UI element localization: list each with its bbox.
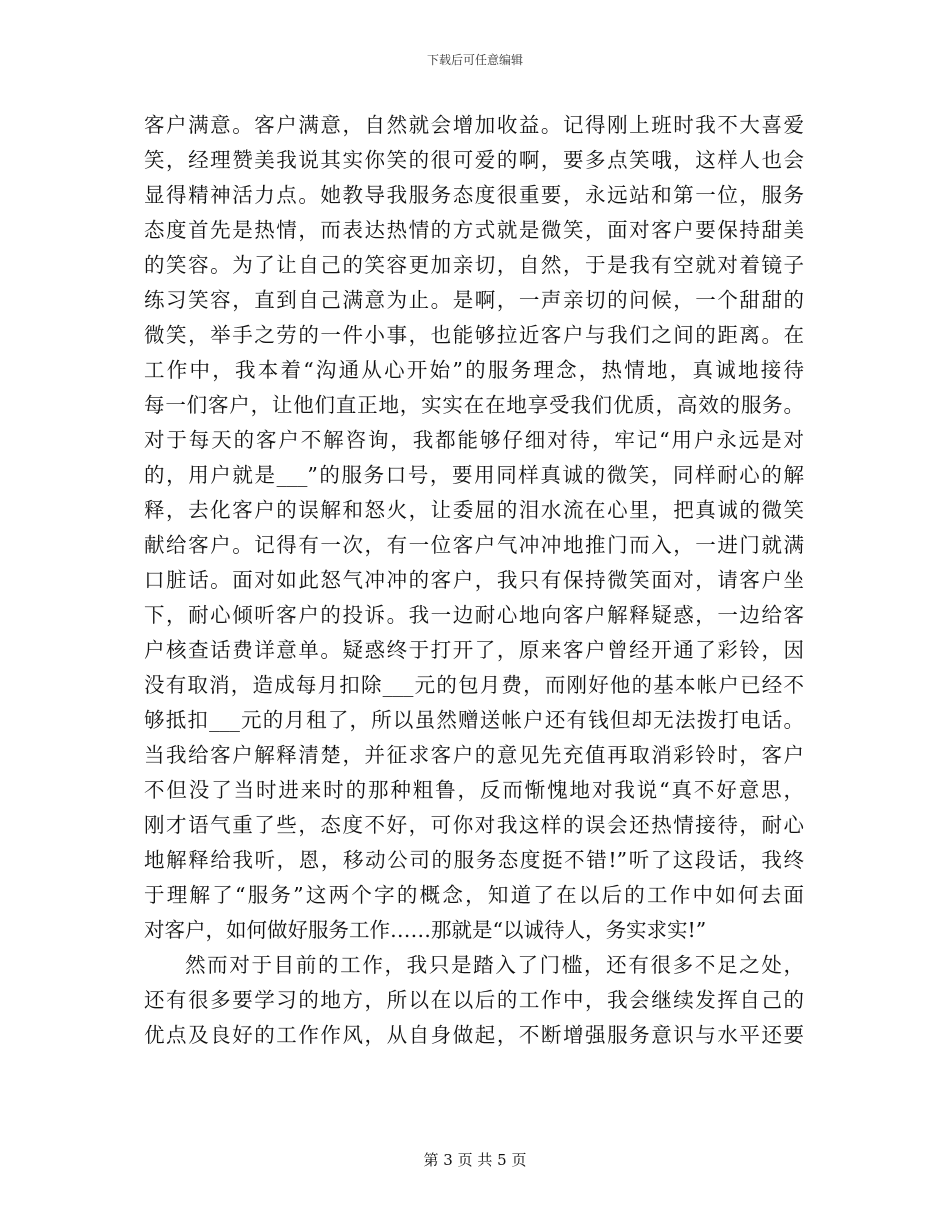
text-line: 献给客户。记得有一次，有一位客户气冲冲地推门而入，一进门就满: [144, 533, 804, 557]
text-line: 释，去化客户的误解和怒火，让委屈的泪水流在心里，把真诚的微笑: [144, 498, 804, 522]
text-line: 态度首先是热情，而表达热情的方式就是微笑，面对客户要保持甜美: [144, 218, 804, 242]
text-line: 客户满意。客户满意，自然就会增加收益。记得刚上班时我不大喜爱: [144, 113, 804, 137]
text-line: 然而对于目前的工作，我只是踏入了门槛，还有很多不足之处，: [185, 953, 804, 977]
text-line: 对客户，如何做好服务工作……那就是“以诚待人，务实求实!”: [144, 918, 707, 942]
text-line: 下，耐心倾听客户的投诉。我一边耐心地向客户解释疑惑，一边给客: [144, 603, 804, 627]
page-header: 下载后可任意编辑: [426, 53, 523, 67]
text-line: 户核查话费详意单。疑惑终于打开了，原来客户曾经开通了彩铃，因: [144, 638, 804, 662]
text-line: 刚才语气重了些，态度不好，可你对我这样的误会还热情接待，耐心: [144, 813, 804, 837]
text-line: 没有取消，造成每月扣除___元的包月费，而刚好他的基本帐户已经不: [144, 673, 804, 697]
text-line: 当我给客户解释清楚，并征求客户的意见先充值再取消彩铃时，客户: [144, 743, 804, 767]
text-line: 每一们客户，让他们直正地，实实在在地享受我们优质，高效的服务。: [144, 393, 804, 417]
page-number: 第 3 页 共 5 页: [423, 1151, 527, 1169]
text-line: 微笑，举手之劳的一件小事，也能够拉近客户与我们之间的距离。在: [144, 323, 804, 347]
text-line: 地解释给我听，恩，移动公司的服务态度挺不错!”听了这段话，我终: [144, 848, 804, 872]
text-line: 不但没了当时进来时的那种粗鲁，反而惭愧地对我说“真不好意思，: [144, 778, 804, 802]
text-line: 的，用户就是___”的服务口号，要用同样真诚的微笑，同样耐心的解: [144, 463, 804, 487]
text-line: 练习笑容，直到自己满意为止。是啊，一声亲切的问候，一个甜甜的: [144, 288, 804, 312]
text-line: 够抵扣___元的月租了，所以虽然赠送帐户还有钱但却无法拨打电话。: [144, 708, 804, 732]
text-line: 口脏话。面对如此怒气冲冲的客户，我只有保持微笑面对，请客户坐: [144, 568, 804, 592]
text-line: 优点及良好的工作作风，从自身做起，不断增强服务意识与水平还要: [144, 1023, 804, 1047]
text-line: 还有很多要学习的地方，所以在以后的工作中，我会继续发挥自己的: [144, 988, 804, 1012]
text-line: 的笑容。为了让自己的笑容更加亲切，自然，于是我有空就对着镜子: [144, 253, 804, 277]
text-line: 显得精神活力点。她教导我服务态度很重要，永远站和第一位，服务: [144, 183, 804, 207]
text-line: 笑，经理赞美我说其实你笑的很可爱的啊，要多点笑哦，这样人也会: [144, 148, 804, 172]
body-text: [144, 108, 804, 1053]
text-line: 工作中，我本着“沟通从心开始”的服务理念，热情地，真诚地接待: [144, 358, 804, 382]
text-line: 于理解了“服务”这两个字的概念，知道了在以后的工作中如何去面: [144, 883, 804, 907]
text-line: 对于每天的客户不解咨询，我都能够仔细对待，牢记“用户永远是对: [144, 428, 804, 452]
